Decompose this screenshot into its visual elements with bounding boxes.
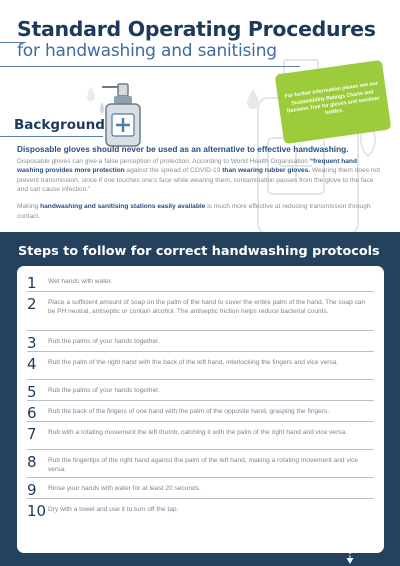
background-lead: Disposable gloves should never be used as an alternative to effective handwashing.: [17, 144, 349, 154]
step-number: 2: [27, 295, 37, 313]
steps-list: [17, 266, 384, 553]
step-text: Place a sufficient amount of soap on the palm of the hand to cover the entire palm of the hand. The soap can be PH neutral, antiseptic or contain alcohol. The antiseptic friction helps reduce bacterial counts.: [48, 299, 366, 316]
step-text: Rub the fingertips of the right hand against the palm of the left hand, making a rotating movement and vice versa.: [48, 457, 359, 474]
step-text: Wet hands with water.: [48, 278, 113, 285]
page-title: Standard Operating Procedures: [17, 17, 376, 41]
step-5: [27, 385, 374, 401]
step-9: [27, 483, 374, 499]
step-number: 7: [27, 425, 37, 443]
step-7: [27, 427, 374, 450]
step-number: 6: [27, 404, 37, 422]
step-6: [27, 406, 374, 422]
step-number: 5: [27, 383, 37, 401]
background-paragraph-2: Making handwashing and sanitising stations easily available is much more effective at reducing transmission through contact.: [17, 203, 371, 220]
step-3: [27, 336, 374, 352]
background-rule: [0, 136, 103, 137]
step-10: [27, 504, 374, 519]
step-number: 10: [27, 502, 47, 520]
step-number: 1: [27, 274, 37, 292]
step-text: Rub the palm of the right hand with the back of the left hand, interlocking the fingers and vice versa.: [48, 359, 339, 366]
step-text: Rub with a rotating movement the left thumb, catching it with the palm of the right hand and vice versa.: [48, 429, 348, 436]
subtitle-rule: [0, 66, 300, 67]
background-heading: Background: [14, 117, 105, 133]
callout-text: For further information please see our Sustainability Ratings Charts and Decision Tree for gloves and sanitiser bottles.: [284, 81, 381, 117]
step-2: [27, 297, 374, 331]
step-text: Dry with a towel and use it to turn off the tap.: [48, 506, 179, 513]
step-1: [27, 276, 374, 292]
background-section: [17, 144, 383, 221]
water-drop-icon: [86, 86, 96, 102]
step-number: 9: [27, 481, 37, 499]
further-info-callout: [275, 60, 392, 144]
soap-dispenser-icon: [94, 78, 160, 150]
water-drop-icon: [246, 88, 260, 110]
step-text: Rub the back of the fingers of one hand with the palm of the opposite hand, grasping the fingers.: [48, 408, 330, 415]
step-8: [27, 455, 374, 478]
step-text: Rub the palms of your hands together.: [48, 387, 160, 394]
steps-heading: Steps to follow for correct handwashing protocols: [18, 244, 380, 259]
step-number: 3: [27, 334, 37, 352]
step-4: [27, 357, 374, 380]
page-subtitle: for handwashing and sanitising: [17, 41, 277, 61]
down-arrow-icon: [346, 545, 354, 565]
step-number: 8: [27, 453, 37, 471]
step-number: 4: [27, 355, 37, 373]
step-text: Rub the palms of your hands together.: [48, 338, 160, 345]
background-paragraph-1: Disposable gloves can give a false perception of protection. According to World Health Organisation “frequent hand washing provides more protection against the spread of COVID-19 than wearing rubber gloves. Wearing them does not prevent transmission, since if one touches one’s face while wearing them, contamination passes from the glove to the face and can cause infection.”: [17, 157, 381, 193]
step-text: Rinse your hands with water for at least 20 seconds.: [48, 485, 201, 492]
